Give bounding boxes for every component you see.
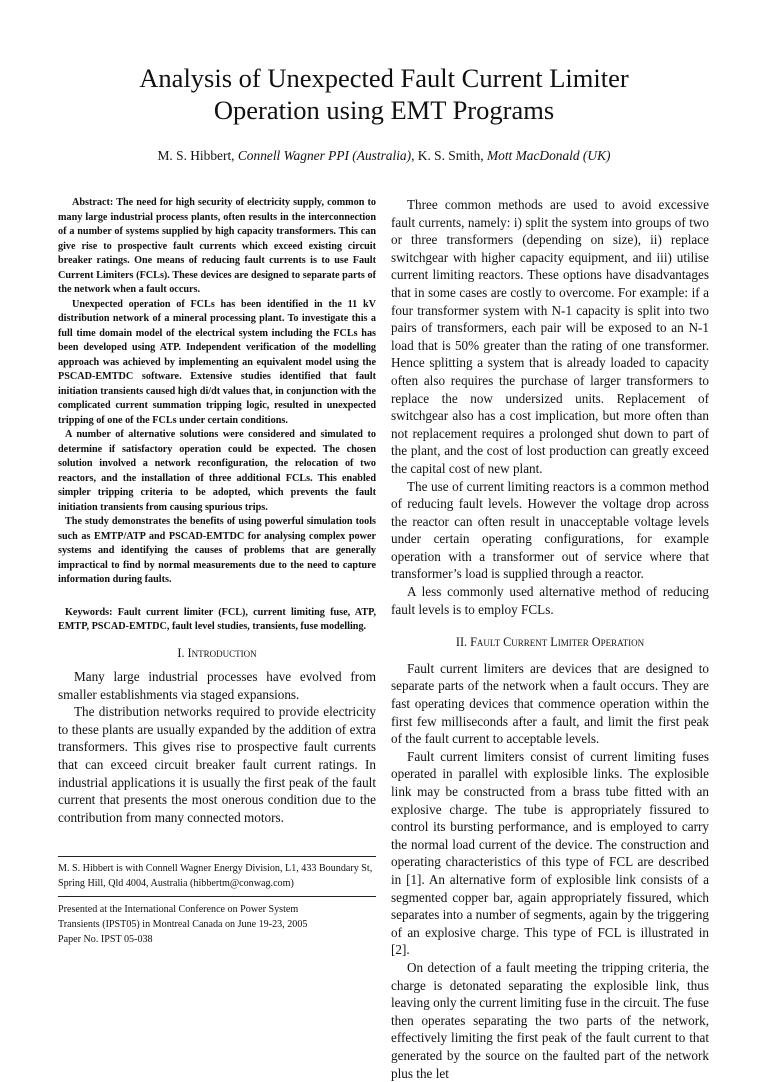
title-line-1: Analysis of Unexpected Fault Current Limiter [139, 63, 629, 93]
intro-paragraph-2: The distribution networks required to provide electricity to these plants are usually expanded by the addition of extra transformers. This gives rise to prospective fault currents that can exceed circuit breaker fault current ratings. In industrial applications it is usually the first peak of the fault current that presents the most onerous condition due to the contribution from many connected motors. [58, 704, 376, 825]
methods-paragraph-3: A less commonly used alternative method of reducing fault levels is to employ FCLs. [391, 584, 709, 617]
fcl-paragraph-2: Fault current limiters consist of current limiting fuses operated in parallel with explosible links. The explosible link may be constructed from a brass tube fitted with an explosive charge. The tube is appropriately fissured to control its bursting performance, and is employed to carry the normal load current of the device. The construction and operating characteristics of this type of FCL are described in [1]. An alternative form of explosible link consists of a segmented copper bar, again appropriately fissured, which separates into a number of segments, again by the triggering of an explosive charge. This type of FCL is illustrated in [2]. [391, 748, 709, 958]
abstract-paragraph-1: Abstract: The need for high security of electricity supply, common to many large industrial process plants, often results in the interconnection of a number of systems supplied by high capacity transformers. This can give rise to prospective fault currents which exceed existing circuit breaker ratings. One means of reducing fault currents is to use Fault Current Limiters (FCLs). These devices are designed to separate parts of the network when a fault occurs. [58, 197, 376, 295]
right-column [391, 196, 709, 1082]
abstract-paragraph-2: Unexpected operation of FCLs has been identified in the 11 kV distribution network of a mineral processing plant. To investigate this a full time domain model of the electrical system including the FCLs has been developed using ATP. Independent verification of the modelling approach was achieved by implementing an equivalent model using the PSCAD-EMTDC software. Extensive studies identified that fault initiation transients caused high di/dt values that, in conjunction with the complicated current summation tripping logic, resulted in unexpected tripping of one of the FCLs under certain conditions. [58, 298, 376, 426]
footnote-conference [58, 902, 376, 947]
footnotes [58, 856, 376, 947]
section-heading-introduction: I. Introduction [177, 645, 257, 660]
author-2-affiliation: Mott MacDonald (UK) [486, 148, 611, 163]
footnote-author: M. S. Hibbert is with Connell Wagner Energy Division, L1, 433 Boundary St, Spring Hill, Qld 4004, Australia (hibbertm@conwag.com) [58, 863, 373, 889]
intro-paragraph-1: Many large industrial processes have evolved from smaller establishments via staged expansions. [58, 669, 376, 702]
keywords: Keywords: Fault current limiter (FCL), current limiting fuse, ATP, EMTP, PSCAD-EMTDC, fault level studies, transients, fuse modelling. [58, 606, 376, 632]
title-line-2: Operation using EMT Programs [213, 95, 555, 125]
author-2-name: , K. S. Smith, [411, 148, 487, 163]
abstract-paragraph-4: The study demonstrates the benefits of using powerful simulation tools such as EMTP/ATP and PSCAD-EMTDC for analysing complex power systems and identifying the causes of problems that are generally impractical to find by normal measurements due to the need to capture information during faults. [58, 516, 376, 585]
footnote-rule [58, 856, 376, 857]
author-line [40, 148, 728, 164]
footnote-conference-line-2: Transients (IPST05) in Montreal Canada on June 19-23, 2005 [58, 919, 308, 930]
methods-paragraph-2: The use of current limiting reactors is a common method of reducing fault levels. However the voltage drop across the reactor can often result in unacceptable voltage levels under certain operating configurations, for example operation with a transformer out of service where that transformer’s load is supplied through a reactor. [391, 478, 709, 582]
author-1-affiliation: Connell Wagner PPI (Australia) [237, 148, 412, 163]
footnote-paper-number: Paper No. IPST 05-038 [58, 934, 153, 945]
abstract-paragraph-3: A number of alternative solutions were considered and simulated to determine if satisfactory operation could be expected. The chosen solution involved a network reconfiguration, the relocation of two reactors, and the installation of three additional FCLs. This enabled simpler tripping criteria to be adopted, which prevents the fault initiation transients from causing spurious trips. [58, 429, 376, 513]
fcl-paragraph-1: Fault current limiters are devices that are designed to separate parts of the network when a fault occurs. They are fast operating devices that commence operation within the first few milliseconds after a fault, and limit the first peak of the fault current to acceptable levels. [391, 660, 709, 747]
paper-title [60, 62, 708, 126]
methods-paragraph-1: Three common methods are used to avoid excessive fault currents, namely: i) split the system into groups of two or three transformers (depending on size), ii) replace switchgear with higher capacity equipment, and iii) utilise current limiting reactors. These options have disadvantages that in some cases are costly to overcome. For example: if a four transformer system with N-1 capacity is split into two pairs of transformers, each pair will be exposed to an N-1 load that is 50% greater than the rating of one transformer. Hence splitting a system that is already loaded to capacity often also requires the purchase of larger transformers to replace the now undersized units. Replacement of switchgear also has a cost implication, but more often than not replacement requires a prolonged shut down to part of the plant, and the cost of lost production can greatly exceed the capital cost of new plant. [391, 197, 709, 476]
footnote-rule-2 [58, 896, 376, 897]
section-heading-fcl-operation: II. Fault Current Limiter Operation [455, 635, 645, 650]
author-1-name: M. S. Hibbert, [157, 148, 238, 163]
left-column [58, 196, 376, 826]
footnote-conference-line-1: Presented at the International Conference on Power System [58, 904, 299, 915]
fcl-paragraph-3: On detection of a fault meeting the tripping criteria, the charge is detonated separating the explosible link, thus leaving only the current limiting fuse in the circuit. The fuse then operates separating the two parts of the network, effectively limiting the first peak of the fault current to that generated by the source on the faulted part of the network plus the let [391, 959, 710, 1081]
